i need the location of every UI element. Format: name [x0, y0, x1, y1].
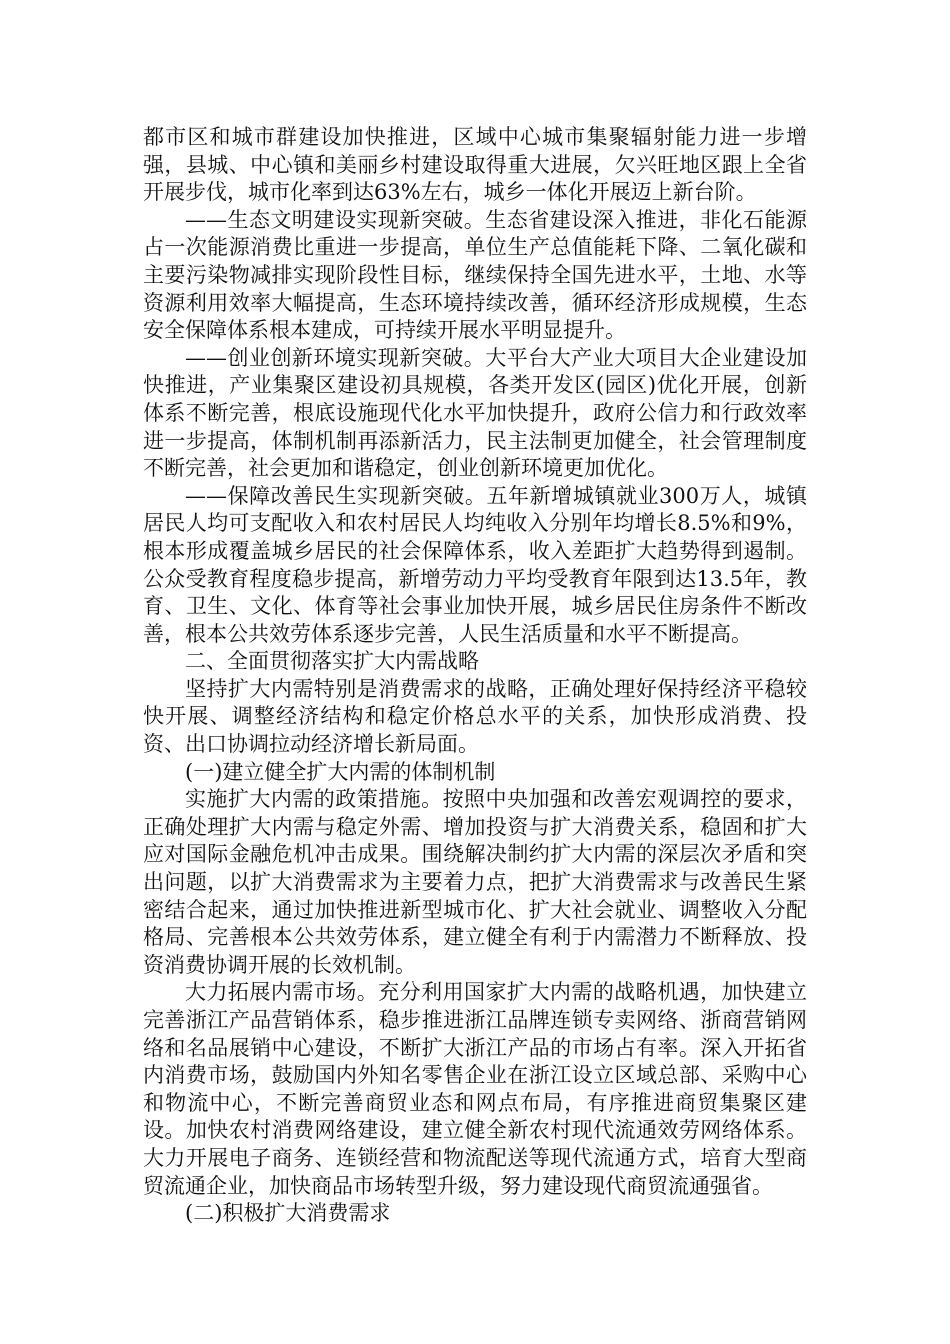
paragraph-livelihood: ——保障改善民生实现新突破。五年新增城镇就业300万人，城镇居民人均可支配收入和农村居民人均纯收入分别年均增长8.5%和9%，根本形成覆盖城乡居民的社会保障体系，收入差距扩大趋势得到遏制。公众受教育程度稳步提高，新增劳动力平均受教育年限到达13.5年，教育、卫生、文化、体育等社会事业加快开展，城乡居民住房条件不断改善，根本公共效劳体系逐步完善，人民生活质量和水平不断提高。 — [143, 483, 807, 646]
subsection-heading-2: (二)积极扩大消费需求 — [185, 1201, 391, 1226]
paragraph-ecology: ——生态文明建设实现新突破。生态省建设深入推进，非化石能源占一次能源消费比重进一步提高，单位生产总值能耗下降、二氧化碳和主要污染物减排实现阶段性目标，继续保持全国先进水平，土地、水等资源利用效率大幅提高，生态环境持续改善，循环经济形成规模，生态安全保障体系根本建成，可持续开展水平明显提升。 — [143, 207, 807, 343]
subsection-heading-1: (一)建立健全扩大内需的体制机制 — [185, 759, 496, 784]
paragraph-innovation: ——创业创新环境实现新突破。大平台大产业大项目大企业建设加快推进，产业集聚区建设初具规模，各类开发区(园区)优化开展，创新体系不断完善，根底设施现代化水平加快提升，政府公信力和行政效率进一步提高，体制机制再添新活力，民主法制更加健全，社会管理制度不断完善，社会更加和谐稳定，创业创新环境更加优化。 — [143, 345, 807, 481]
section-heading-domestic-demand: 二、全面贯彻落实扩大内需战略 — [185, 649, 479, 674]
paragraph-demand-strategy: 坚持扩大内需特别是消费需求的战略，正确处理好保持经济平稳较快开展、调整经济结构和稳定价格总水平的关系，加快形成消费、投资、出口协调拉动经济增长新局面。 — [143, 676, 807, 757]
paragraph-market-expansion: 大力拓展内需市场。充分利用国家扩大内需的战略机遇，加快建立完善浙江产品营销体系，稳步推进浙江品牌连锁专卖网络、浙商营销网络和名品展销中心建设，不断扩大浙江产品的市场占有率。深入开拓省内消费市场，鼓励国内外知名零售企业在浙江设立区域总部、采购中心和物流中心，不断完善商贸业态和网点布局，有序推进商贸集聚区建设。加快农村消费网络建设，建立健全新农村现代流通效劳网络体系。大力开展电子商务、连锁经营和物流配送等现代流通方式，培育大型商贸流通企业，加快商品市场转型升级，努力建设现代商贸流通强省。 — [143, 980, 807, 1198]
document-page — [143, 124, 807, 1228]
paragraph-urbanization: 都市区和城市群建设加快推进，区域中心城市集聚辐射能力进一步增强，县城、中心镇和美丽乡村建设取得重大进展，欠兴旺地区跟上全省开展步伐，城市化率到达63%左右，城乡一体化开展迈上新台阶。 — [143, 125, 807, 205]
paragraph-policy-measures: 实施扩大内需的政策措施。按照中央加强和改善宏观调控的要求，正确处理扩大内需与稳定外需、增加投资与扩大消费关系，稳固和扩大应对国际金融危机冲击成果。围绕解决制约扩大内需的深层次矛盾和突出问题，以扩大消费需求为主要着力点，把扩大消费需求与改善民生紧密结合起来，通过加快推进新型城市化、扩大社会就业、调整收入分配格局、完善根本公共效劳体系，建立健全有利于内需潜力不断释放、投资消费协调开展的长效机制。 — [143, 787, 807, 977]
